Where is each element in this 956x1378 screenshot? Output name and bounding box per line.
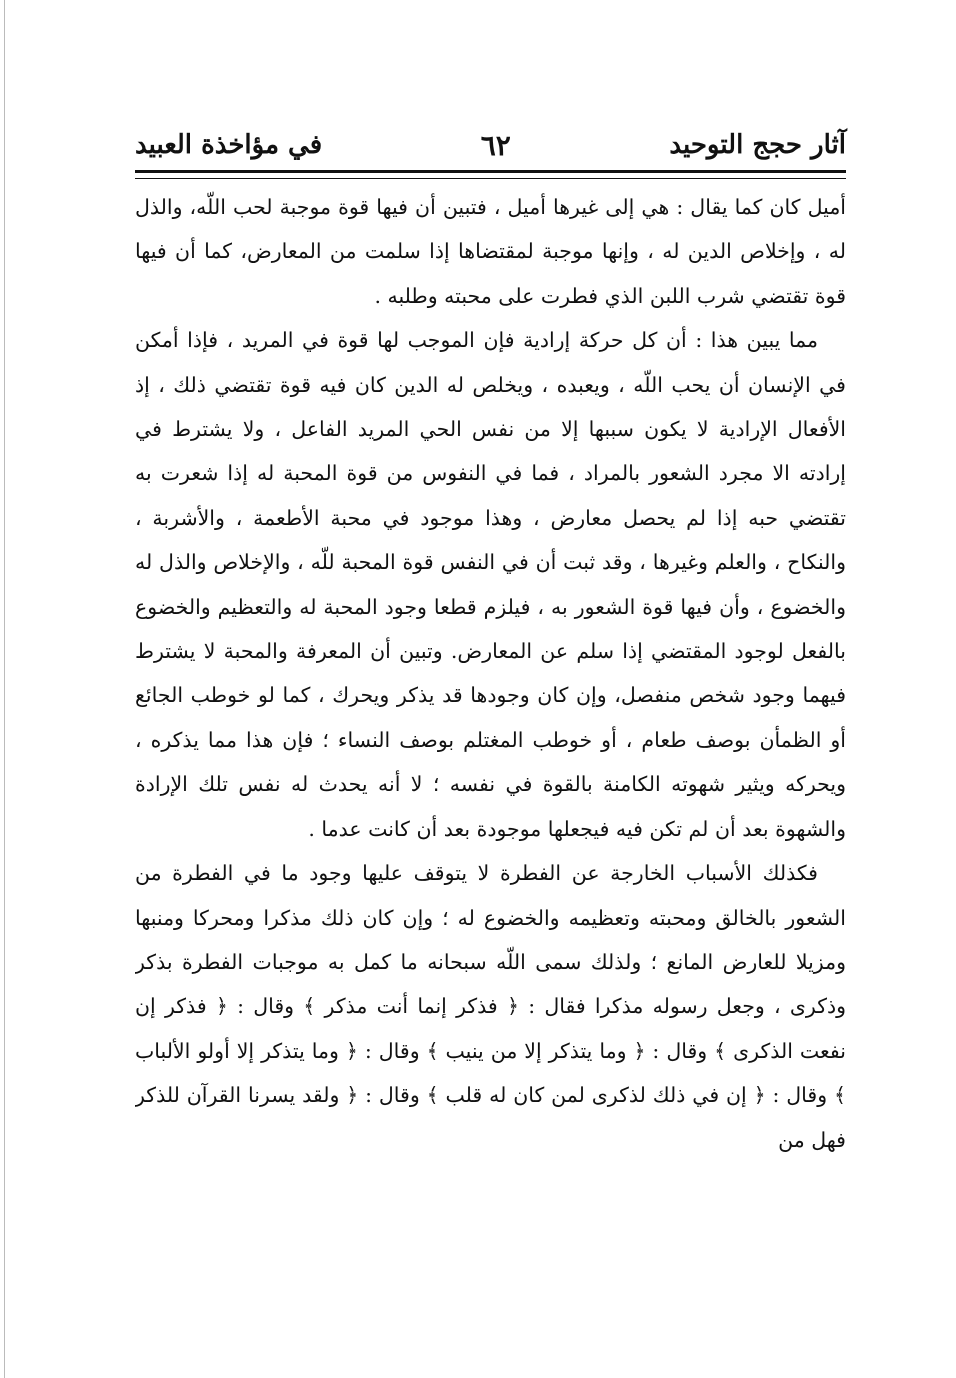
running-header	[135, 125, 846, 165]
chapter-title: في مؤاخذة العبيد	[135, 130, 323, 160]
paragraph: فكذلك الأسباب الخارجة عن الفطرة لا يتوقف عليها وجود ما في الفطرة من الشعور بالخالق ومحبته وتعظيمه والخضوع له ؛ وإن كان ذلك مذكرا ومحركا ومنبها ومزيلا للعارض المانع ؛ ولذلك سمى اللّه سبحانه ما كمل به موجبات الفطرة بذكر وذكرى ، وجعل رسوله مذكرا فقال : ﴿ فذكر إنما أنت مذكر ﴾ وقال : ﴿ فذكر إن نفعت الذكرى ﴾ وقال : ﴿ وما يتذكر إلا من ينيب ﴾ وقال : ﴿ وما يتذكر إلا أولو الألباب ﴾ وقال : ﴿ إن في ذلك لذكرى لمن كان له قلب ﴾ وقال : ﴿ ولقد يسرنا القرآن للذكر فهل من	[135, 861, 846, 1152]
page-number: ٦٢	[480, 128, 511, 162]
book-title: آثار حجج التوحيد	[669, 130, 846, 160]
page-body	[135, 185, 846, 1365]
paragraph: مما يبين هذا : أن كل حركة إرادية فإن الموجب لها قوة في المريد ، فإذا أمكن في الإنسان أن يحب اللّه ، ويعبده ، ويخلص له الدين كان فيه قوة تقتضي ذلك ، إذ الأفعال الإرادية لا يكون سببها إلا من نفس الحي المريد الفاعل ، ولا يشترط في إرادته الا مجرد الشعور بالمراد ، فما في النفوس من قوة المحبة له إذا شعرت به تقتضي حبه إذا لم يحصل معارض ، وهذا موجود في محبة الأطعمة ، والأشربة ، والنكاح ، والعلم وغيرها ، وقد ثبت أن في النفس قوة المحبة للّه ، والإخلاص والذل له والخضوع ، وأن فيها قوة الشعور به ، فيلزم قطعا وجود المحبة له والتعظيم والخضوع بالفعل لوجود المقتضي إذا سلم عن المعارض. وتبين أن المعرفة والمحبة لا يشترط فيهما وجود شخص منفصل، وإن كان وجودها قد يذكر ويحرك ، كما لو خوطب الجائع أو الظمأن بوصف طعام ، أو خوطب المغتلم بوصف النساء ؛ فإن هذا مما يذكره ، ويحركه ويثير شهوته الكامنة بالقوة في نفسه ؛ لا أنه يحدث له نفس تلك الإرادة والشهوة بعد أن لم تكن فيه فيجعلها موجودة بعد أن كانت عدما .	[135, 328, 846, 841]
paragraph: أميل كان كما يقال : هي إلى غيرها أميل ، فتبين أن فيها قوة موجبة لحب اللّه، والذل له ، وإخلاص الدين له ، وإنها موجبة لمقتضاها إذا سلمت من المعارض، كما أن فيها قوة تقتضي شرب اللبن الذي فطرت على محبته وطلبه .	[135, 195, 846, 308]
header-rule	[135, 170, 846, 179]
page-edge-line	[4, 0, 5, 1378]
